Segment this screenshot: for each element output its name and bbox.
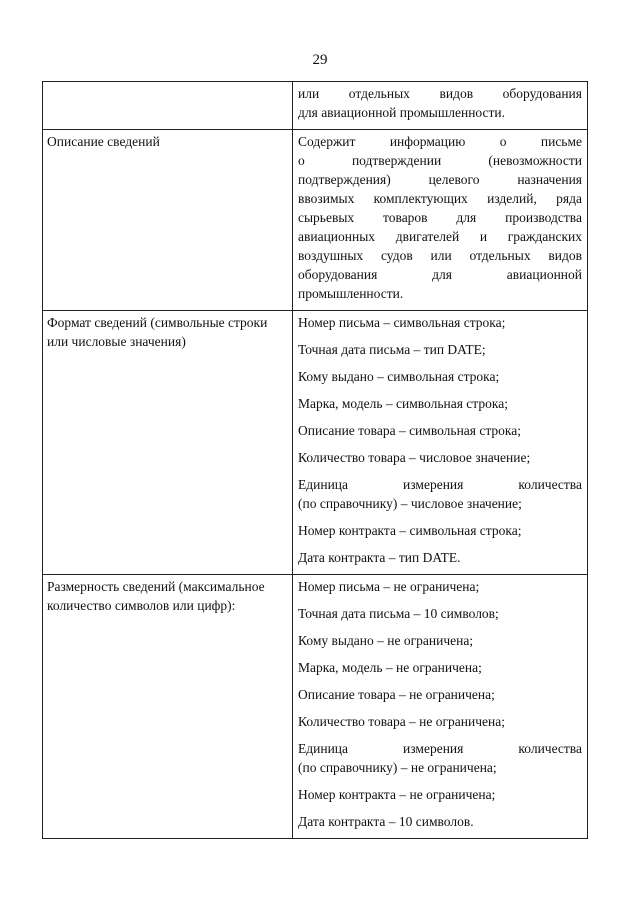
value-content bbox=[293, 311, 587, 574]
value-line: подтверждения) целевого назначения bbox=[298, 172, 582, 187]
list-item bbox=[298, 739, 582, 777]
item-line: Единица измерения количества bbox=[298, 477, 582, 492]
item-line: Описание товара – не ограничена; bbox=[298, 687, 495, 702]
item-line: Марка, модель – символьная строка; bbox=[298, 396, 508, 411]
value-cell bbox=[293, 130, 588, 311]
item-line: Кому выдано – не ограничена; bbox=[298, 633, 474, 648]
item-line: Описание товара – символьная строка; bbox=[298, 423, 522, 438]
item-line: Дата контракта – 10 символов. bbox=[298, 814, 474, 829]
label-cell bbox=[43, 130, 293, 311]
row-label bbox=[43, 82, 292, 84]
item-line: Единица измерения количества bbox=[298, 741, 582, 756]
value-line: для авиационной промышленности. bbox=[298, 105, 506, 120]
item-line: Номер письма – не ограничена; bbox=[298, 579, 480, 594]
item-line: Марка, модель – не ограничена; bbox=[298, 660, 482, 675]
list-item bbox=[298, 448, 582, 467]
list-item bbox=[298, 812, 582, 831]
table-row bbox=[43, 82, 588, 130]
row-label: Описание сведений bbox=[47, 134, 160, 149]
value-line: воздушных судов или отдельных видов bbox=[298, 248, 582, 263]
list-item bbox=[298, 313, 582, 332]
list-item bbox=[298, 712, 582, 731]
value-content bbox=[293, 575, 587, 838]
item-line: Кому выдано – символьная строка; bbox=[298, 369, 500, 384]
table-row bbox=[43, 311, 588, 575]
value-line: или отдельных видов оборудования bbox=[298, 86, 582, 101]
table-row bbox=[43, 130, 588, 311]
list-item bbox=[298, 548, 582, 567]
item-line: Дата контракта – тип DATE. bbox=[298, 550, 461, 565]
value-content bbox=[293, 82, 587, 129]
row-label: Формат сведений (символьные строки или числовые значения) bbox=[47, 315, 268, 349]
list-item bbox=[298, 631, 582, 650]
list-item bbox=[298, 394, 582, 413]
list-item bbox=[298, 577, 582, 596]
value-line: сырьевых товаров для производства bbox=[298, 210, 582, 225]
item-line: Номер письма – символьная строка; bbox=[298, 315, 506, 330]
list-item bbox=[298, 367, 582, 386]
item-line: (по справочнику) – не ограничена; bbox=[298, 760, 497, 775]
value-line: о подтверждении (невозможности bbox=[298, 153, 582, 168]
document-table bbox=[42, 81, 588, 839]
page-number: 29 bbox=[312, 52, 328, 68]
value-cell bbox=[293, 311, 588, 575]
table-row bbox=[43, 575, 588, 839]
list-item bbox=[298, 685, 582, 704]
value-line: ввозимых комплектующих изделий, ряда bbox=[298, 191, 582, 206]
value-line: Содержит информацию о письме bbox=[298, 134, 582, 149]
item-line: Номер контракта – символьная строка; bbox=[298, 523, 522, 538]
value-cell bbox=[293, 82, 588, 130]
list-item bbox=[298, 521, 582, 540]
list-item bbox=[298, 421, 582, 440]
value-line: оборудования для авиационной bbox=[298, 267, 582, 282]
list-item bbox=[298, 340, 582, 359]
item-line: (по справочнику) – числовое значение; bbox=[298, 496, 522, 511]
item-line: Количество товара – не ограничена; bbox=[298, 714, 506, 729]
list-item bbox=[298, 604, 582, 623]
item-line: Количество товара – числовое значение; bbox=[298, 450, 531, 465]
value-line: авиационных двигателей и гражданских bbox=[298, 229, 582, 244]
item-line: Точная дата письма – 10 символов; bbox=[298, 606, 499, 621]
value-line: промышленности. bbox=[298, 286, 404, 301]
value-cell bbox=[293, 575, 588, 839]
item-line: Точная дата письма – тип DATE; bbox=[298, 342, 486, 357]
item-line: Номер контракта – не ограничена; bbox=[298, 787, 496, 802]
label-cell bbox=[43, 311, 293, 575]
row-label: Размерность сведений (максимальное количество символов или цифр): bbox=[47, 579, 265, 613]
list-item bbox=[298, 785, 582, 804]
value-content bbox=[293, 130, 587, 310]
list-item bbox=[298, 475, 582, 513]
label-cell bbox=[43, 82, 293, 130]
list-item bbox=[298, 658, 582, 677]
label-cell bbox=[43, 575, 293, 839]
